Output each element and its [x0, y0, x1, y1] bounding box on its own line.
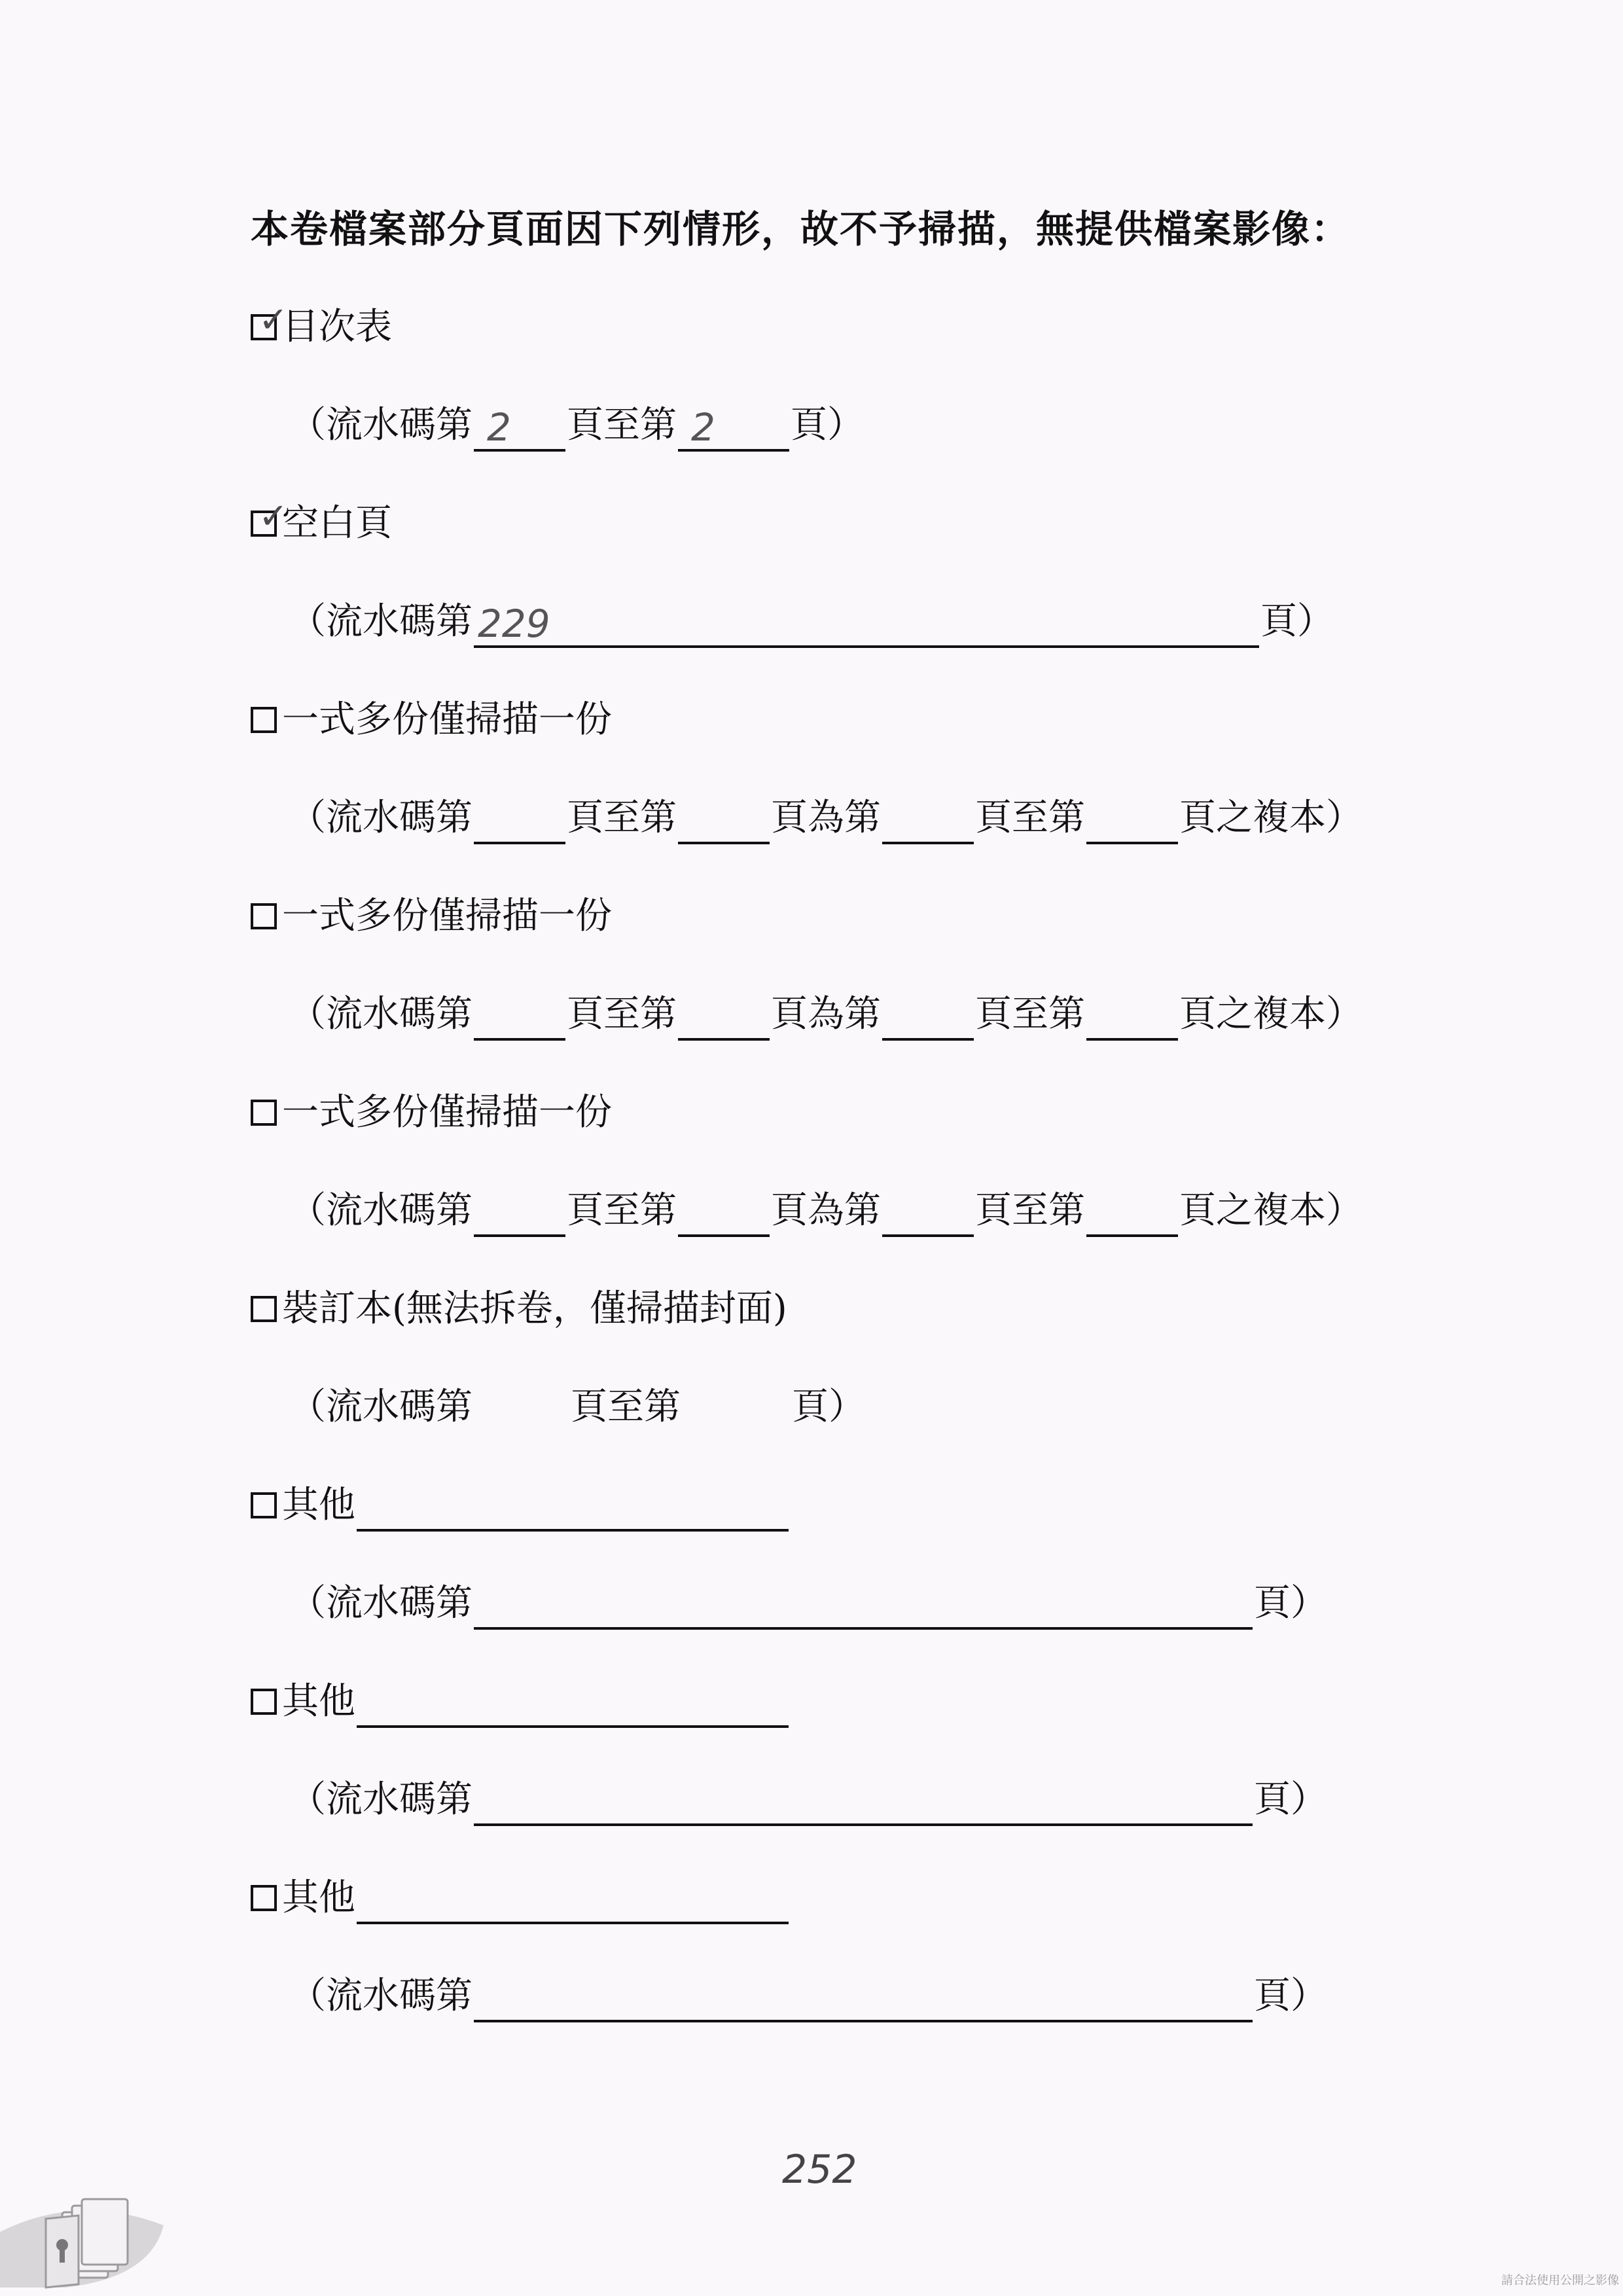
- item-other: [251, 1676, 790, 1728]
- item-detail: （流水碼第 頁）: [289, 1970, 1327, 2022]
- handwritten-value: 2: [487, 405, 511, 450]
- item-multiple-copies: [251, 694, 612, 746]
- page-number-blank[interactable]: [474, 1590, 1253, 1630]
- item-other: [251, 1872, 790, 1924]
- item-multiple-copies: [251, 890, 612, 942]
- other-description-blank[interactable]: [357, 1885, 789, 1924]
- item-detail: （流水碼第 229 頁）: [289, 596, 1334, 648]
- check-mark-icon: ✓: [259, 298, 289, 340]
- item-label: 一式多份僅掃描一份: [282, 895, 612, 937]
- checkbox[interactable]: [251, 707, 277, 733]
- page-number-blank[interactable]: [474, 1787, 1253, 1826]
- checkbox[interactable]: [251, 1689, 277, 1715]
- item-multiple-copies: [251, 1086, 612, 1139]
- page-number-blank: [474, 601, 1259, 648]
- watermark: 請合法使用公開之影像: [1501, 2274, 1619, 2287]
- item-other: [251, 1479, 790, 1532]
- handwritten-value: 229: [478, 601, 550, 646]
- checkbox[interactable]: [251, 1100, 277, 1126]
- checkbox[interactable]: [251, 1296, 277, 1322]
- item-detail: （流水碼第 頁至第 頁為第 頁至第 頁之複本）: [289, 792, 1363, 844]
- checkbox[interactable]: [251, 495, 289, 537]
- item-label: 目次表: [282, 306, 392, 348]
- checkbox[interactable]: [251, 903, 277, 929]
- item-label: 一式多份僅掃描一份: [282, 698, 612, 741]
- item-label: 空白頁: [282, 502, 392, 545]
- item-blank-page: [251, 497, 392, 550]
- checkbox[interactable]: [251, 1885, 277, 1911]
- checkbox[interactable]: [251, 298, 289, 340]
- item-label: 裝訂本(無法拆卷，僅掃描封面): [282, 1287, 787, 1330]
- page-number-blank[interactable]: [474, 1983, 1253, 2022]
- item-detail: （流水碼第 頁至第 頁）: [289, 1386, 865, 1428]
- item-detail: （流水碼第 頁至第 頁為第 頁至第 頁之複本）: [289, 1185, 1363, 1237]
- other-description-blank[interactable]: [357, 1492, 789, 1532]
- check-mark-icon: ✓: [259, 495, 289, 537]
- archive-logo-icon: [0, 2153, 170, 2291]
- item-bound-volume: [251, 1283, 787, 1335]
- item-detail: （流水碼第 2 頁至第 2 頁）: [289, 399, 864, 452]
- item-label: 其他: [282, 1484, 355, 1526]
- checkbox[interactable]: [251, 1492, 277, 1518]
- item-detail: （流水碼第 頁至第 頁為第 頁至第 頁之複本）: [289, 988, 1363, 1041]
- document-title: 本卷檔案部分頁面因下列情形，故不予掃描，無提供檔案影像：: [251, 207, 1351, 251]
- page-to-blank: [678, 405, 789, 452]
- other-description-blank[interactable]: [357, 1689, 789, 1728]
- item-detail: （流水碼第 頁）: [289, 1577, 1327, 1630]
- item-label: 一式多份僅掃描一份: [282, 1091, 612, 1134]
- item-table-of-contents: [251, 298, 392, 353]
- item-label: 其他: [282, 1876, 355, 1919]
- item-detail: （流水碼第 頁）: [289, 1774, 1327, 1826]
- page-from-blank: [474, 405, 565, 452]
- item-label: 其他: [282, 1680, 355, 1723]
- handwritten-page-number: 252: [782, 2147, 857, 2193]
- handwritten-value: 2: [691, 405, 715, 450]
